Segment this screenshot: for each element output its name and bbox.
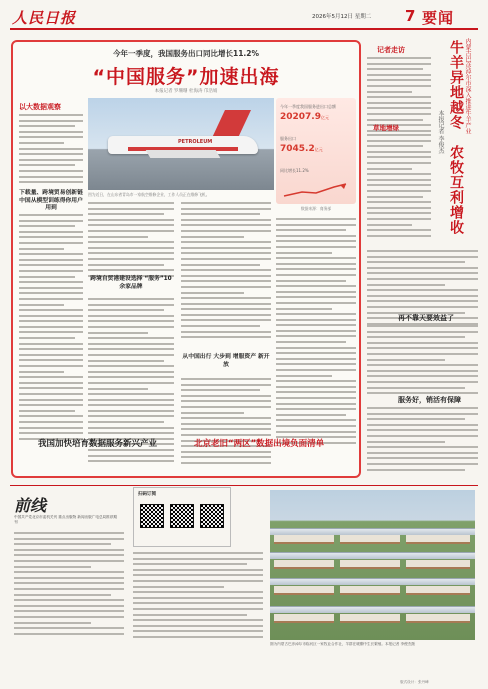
greenhouse-photo-caption: 图为内蒙古巴彦淖尔市临河区一家牧业合作社，羊群在暖棚中生长繁殖。本报记者 李俊杰摄 — [270, 642, 415, 646]
subtitle-2: 跨境自贸港建设选择 “服务”10余家品牌 — [90, 276, 172, 290]
text-column-3a — [181, 202, 271, 352]
right-subheading-c: 服务好，销活有保障 — [398, 396, 461, 404]
bottom-mid-text — [133, 552, 263, 644]
right-vertical-headline-2: 农牧互利增收 — [448, 145, 464, 235]
story2-headline[interactable]: 我国加快培育数据服务新兴产业 — [38, 439, 158, 449]
header-divider — [10, 28, 478, 30]
info-label-export: 服务出口 — [280, 136, 296, 141]
subscription-ad[interactable] — [133, 487, 231, 547]
aircraft-photo — [88, 98, 274, 190]
info-label-total: 今年一季度我国服务进出口总额 — [280, 104, 336, 109]
layout-credit: 版式设计：张丹峰 — [400, 680, 429, 684]
greenhouse-photo — [270, 490, 475, 640]
main-headline[interactable]: “中国服务”加速出海 — [92, 66, 280, 88]
page-section-name: 要闻 — [422, 9, 455, 27]
right-vertical-headline-1: 牛羊异地越冬 — [448, 40, 464, 130]
right-text-d — [367, 325, 478, 400]
qr-code-icon[interactable] — [170, 504, 194, 528]
right-vertical-byline: 本报记者 李俊杰 — [437, 110, 444, 154]
trade-infographic — [276, 98, 356, 204]
main-kicker: 今年一季度，我国服务出口同比增长11.2% — [112, 49, 260, 58]
subtitle-1: 下载量、跨境贸易创新链 中国从模型训练得你用户用到 — [19, 190, 83, 212]
photo-caption: 图为近日，在山东省青岛市一家航空维修企业，工作人员正在维修飞机。 — [88, 192, 210, 197]
plane-livery-text: PETROLEUM — [178, 139, 213, 145]
page-number: 7 — [405, 7, 416, 25]
story3-headline[interactable]: 北京老旧“两区”数据出境负面清单 — [194, 439, 325, 449]
bottom-ad-text — [14, 532, 124, 642]
right-vertical-kicker: 内蒙古巴彦淖尔市深入推进牛羊产业 — [464, 38, 471, 134]
main-byline: 本报记者 罗珊珊 杜海涛 邝浩娟 — [154, 89, 218, 94]
subtitle-3: 从中国出行 大步到 增服资产 新开放 — [182, 354, 270, 368]
bottom-divider — [10, 485, 478, 486]
right-box-title: 记者走访 — [377, 46, 405, 54]
qianxian-logo: 前线 — [14, 496, 47, 515]
masthead — [0, 0, 488, 30]
right-text-e — [367, 407, 478, 477]
right-subheading-a: 草地增绿 — [373, 124, 399, 132]
info-value-total: 20207.9亿元 — [280, 112, 329, 122]
right-text-b — [367, 134, 431, 244]
qr-code-icon[interactable] — [140, 504, 164, 528]
section-title-data: 以大数据观察 — [19, 103, 61, 111]
newspaper-logo: 人民日报 — [12, 9, 77, 27]
info-label-growth: 同比增长11.2% — [280, 168, 309, 173]
text-column-1a — [19, 114, 83, 186]
right-text-a — [367, 57, 431, 133]
qianxian-subtitle: 中国共产党北京市委机关刊 重点出版物 新闻出版广电总局推荐期刊 — [14, 515, 117, 525]
right-subheading-b: 再不靠天要效益了 — [398, 314, 454, 322]
main-story-frame[interactable] — [11, 40, 361, 478]
qr-code-icon[interactable] — [200, 504, 224, 528]
text-column-3b — [181, 378, 271, 474]
text-column-1b — [19, 214, 83, 464]
ad-title: 扫码订阅 — [138, 492, 156, 497]
info-value-export: 7045.2亿元 — [280, 144, 323, 154]
info-caption: 数据来源：商务部 — [300, 206, 332, 211]
growth-arrow-icon — [282, 182, 350, 198]
issue-date: 2026年5月12日 星期二 — [312, 14, 372, 20]
text-column-4 — [276, 218, 356, 474]
